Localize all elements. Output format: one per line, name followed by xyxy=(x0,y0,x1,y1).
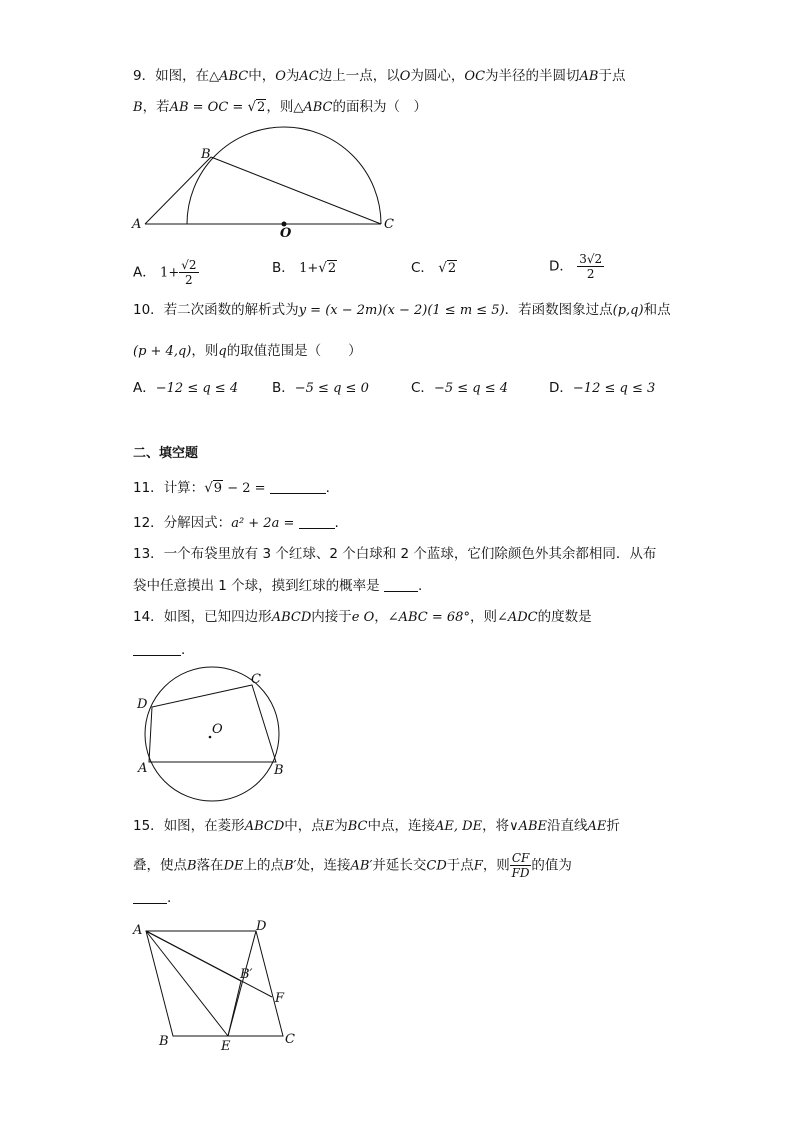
q14-text: ，则 xyxy=(469,609,497,625)
segment-ae xyxy=(146,931,228,1036)
label-b-prime: B′ xyxy=(240,967,253,982)
label-e: E xyxy=(221,1039,231,1054)
fraction-numerator: CF xyxy=(511,851,530,865)
q9-math: O xyxy=(399,69,411,84)
sqrt-sign: √ xyxy=(204,480,213,496)
q10-text: ．若函数图象过点 xyxy=(504,302,613,318)
option-letter: B． xyxy=(272,260,295,276)
fraction xyxy=(577,252,604,281)
q15-text: 于点 xyxy=(446,857,474,874)
q15-math: BC xyxy=(347,819,368,834)
option-letter: A． xyxy=(133,380,156,396)
fraction-denominator: FD xyxy=(511,866,530,880)
label-d: D xyxy=(137,697,148,712)
q15-text: 上的点 xyxy=(243,857,284,874)
answer-blank[interactable] xyxy=(133,641,181,656)
q10-math: (p,q) xyxy=(612,303,644,318)
q9-math: OC xyxy=(464,69,486,84)
q9-math: AC xyxy=(299,69,319,84)
q15-math: AB′ xyxy=(350,858,373,874)
option-letter: C． xyxy=(411,380,434,396)
q10-math: (p + 4,q) xyxy=(133,344,192,359)
q9-text: 为 xyxy=(285,68,300,84)
q9-line1 xyxy=(133,66,625,87)
q15-math: ABCD xyxy=(244,819,285,834)
q9-text: 的面积为（ ） xyxy=(332,99,427,115)
q14-math: e O xyxy=(351,610,375,625)
q9-option-c[interactable] xyxy=(411,258,457,279)
q14-number: 14． xyxy=(133,609,164,625)
q11-math: − 2 = xyxy=(223,481,270,496)
q14-math: ∠ABC = 68° xyxy=(387,610,470,625)
q9-text: ，若 xyxy=(142,99,170,115)
q15-line1 xyxy=(133,816,620,837)
q11-number: 11． xyxy=(133,480,164,496)
q9-text: 如图，在 xyxy=(155,68,210,84)
q13-number: 13． xyxy=(133,546,164,562)
q9-line2 xyxy=(133,97,427,118)
semicircle xyxy=(187,127,381,224)
q10-number: 10． xyxy=(133,302,164,318)
q15-math: CD xyxy=(426,858,447,874)
q13-line2 xyxy=(133,576,422,596)
q9-number: 9． xyxy=(133,68,156,84)
q15-text: 并延长交 xyxy=(372,857,427,874)
q15-text: 落在 xyxy=(196,857,224,874)
q14-text: 内接于 xyxy=(311,609,352,625)
q14-text: 的度数是 xyxy=(537,609,592,625)
q14-math: ∠ADC xyxy=(496,610,538,625)
sqrt-sign: √ xyxy=(438,260,447,276)
q10-text: 和点 xyxy=(643,302,671,318)
q10-text: 若二次函数的解析式为 xyxy=(163,302,299,318)
q11-radicand: 9 xyxy=(213,481,223,496)
q9-math: AB = OC = xyxy=(169,100,248,115)
answer-blank[interactable] xyxy=(299,514,335,529)
q9-radicand: 2 xyxy=(257,100,266,115)
q15-text: . xyxy=(167,890,172,906)
fraction xyxy=(510,851,532,880)
q12-line xyxy=(133,513,339,534)
label-a: A xyxy=(133,923,143,938)
q15-math: F xyxy=(473,858,483,874)
option-letter: A． xyxy=(133,264,156,281)
q14-line1 xyxy=(133,607,592,628)
label-a: A xyxy=(132,217,142,232)
q15-text: 叠，使点 xyxy=(133,857,187,874)
answer-blank[interactable] xyxy=(270,479,326,494)
q15-math: AE xyxy=(587,819,607,834)
q9-math: △ABC xyxy=(209,69,249,84)
q9-text: ，则 xyxy=(266,99,294,115)
q9-text: 边上一点，以 xyxy=(318,68,400,84)
label-d: D xyxy=(256,919,267,934)
answer-blank[interactable] xyxy=(384,577,418,592)
q9-option-a[interactable] xyxy=(133,258,199,287)
q14-text: 如图，已知四边形 xyxy=(163,609,272,625)
q9-option-b[interactable] xyxy=(272,258,337,279)
q14-line2 xyxy=(133,640,185,660)
q10-text: 的取值范围是（ ） xyxy=(226,343,362,359)
q15-text: 的值为 xyxy=(531,857,572,874)
q13-text: . xyxy=(417,578,423,594)
fraction xyxy=(179,258,198,287)
q10-option-c[interactable] xyxy=(411,378,508,399)
q15-math: DE xyxy=(223,858,244,874)
segment-ab xyxy=(145,157,211,224)
q11-line xyxy=(133,478,330,499)
q9-math: O xyxy=(275,69,286,84)
label-o: O xyxy=(280,226,292,240)
sqrt-sign: √ xyxy=(318,260,327,276)
q10-option-a[interactable] xyxy=(133,378,238,399)
label-o: O xyxy=(212,722,223,737)
q10-line1 xyxy=(133,300,671,321)
q14-figure xyxy=(130,662,300,808)
q9-option-d[interactable] xyxy=(549,252,604,281)
fraction-denominator: 2 xyxy=(586,267,595,281)
label-b: B xyxy=(274,763,284,778)
q15-figure xyxy=(128,915,308,1055)
label-a: A xyxy=(138,761,148,776)
q10-text: ，则 xyxy=(191,343,219,359)
q15-math: ∨ABE xyxy=(509,819,548,834)
q15-text: 中，点 xyxy=(284,818,325,834)
option-radicand: 2 xyxy=(447,261,457,276)
fraction-numerator: 3√2 xyxy=(579,252,603,266)
q15-text: ，将 xyxy=(482,818,510,834)
q15-line2 xyxy=(133,851,572,880)
q10-option-b[interactable] xyxy=(272,378,369,399)
q12-text: 分解因式： xyxy=(163,515,232,531)
label-c: C xyxy=(251,672,261,687)
q9-math: △ABC xyxy=(293,100,333,115)
q14-text: . xyxy=(181,642,186,658)
q9-text: 为半径的半圆切 xyxy=(485,68,580,84)
option-radicand: 2 xyxy=(327,261,337,276)
option-text: −5 ≤ q ≤ 0 xyxy=(294,381,369,396)
option-text: 1+ xyxy=(299,261,319,276)
q15-text: 中点，连接 xyxy=(367,818,435,834)
q9-text: 于点 xyxy=(598,68,626,84)
option-letter: B． xyxy=(272,380,295,396)
option-letter: D． xyxy=(549,380,573,396)
option-text: 1+ xyxy=(160,265,180,281)
section-heading: 二、填空题 xyxy=(133,446,199,461)
q10-math: y = (x − 2m)(x − 2)(1 ≤ m ≤ 5) xyxy=(298,303,505,318)
q9-math: B xyxy=(133,100,143,115)
q14-math: ABCD xyxy=(271,610,312,625)
q15-text: ，则 xyxy=(482,857,510,874)
option-text: −5 ≤ q ≤ 4 xyxy=(433,381,509,396)
q11-text: . xyxy=(325,480,330,496)
option-letter: C． xyxy=(411,260,434,276)
segment-ab-prime xyxy=(146,931,241,981)
answer-blank[interactable] xyxy=(133,889,167,904)
q10-option-d[interactable] xyxy=(549,378,655,399)
q9-math: AB xyxy=(579,69,599,84)
q10-math: q xyxy=(218,344,227,359)
fraction-denominator: 2 xyxy=(185,273,193,287)
q13-text: 袋中任意摸出 1 个球，摸到红球的概率是 xyxy=(133,578,384,594)
q15-text: 为 xyxy=(334,818,348,834)
q12-math: a² + 2a = xyxy=(231,516,299,531)
segment-eb-prime xyxy=(228,981,241,1036)
option-text: −12 ≤ q ≤ 4 xyxy=(155,381,239,396)
q9-figure xyxy=(130,120,400,240)
label-c: C xyxy=(285,1032,295,1047)
center-point-o xyxy=(209,736,212,739)
q9-text: 中， xyxy=(248,68,276,84)
q12-number: 12． xyxy=(133,515,164,531)
sqrt-sign: √ xyxy=(247,99,257,115)
option-text: −12 ≤ q ≤ 3 xyxy=(572,381,656,396)
option-letter: D． xyxy=(549,258,573,275)
segment-bc xyxy=(211,157,381,224)
q15-text: 如图，在菱形 xyxy=(163,818,245,834)
q15-math: AE, DE xyxy=(435,819,483,834)
q15-math: B′ xyxy=(283,858,297,874)
q13-line1 xyxy=(133,544,656,564)
q15-text: 沿直线 xyxy=(547,818,588,834)
q10-line2 xyxy=(133,341,362,362)
label-b: B xyxy=(201,147,211,162)
q15-number: 15． xyxy=(133,818,164,834)
label-c: C xyxy=(384,217,394,232)
q15-math: E xyxy=(324,819,335,834)
q15-math: B xyxy=(187,858,197,874)
q12-text: . xyxy=(334,515,339,531)
fraction-numerator: √2 xyxy=(181,258,197,272)
q13-text: 一个布袋里放有 3 个红球、2 个白球和 2 个蓝球，它们除颜色外其余都相同．从布 xyxy=(163,546,657,562)
q15-line3 xyxy=(133,888,171,908)
q11-text: 计算： xyxy=(163,480,205,496)
rhombus-abcd xyxy=(146,931,283,1036)
q14-text: ， xyxy=(374,609,388,625)
q15-text: 处，连接 xyxy=(296,857,351,874)
label-b: B xyxy=(159,1034,169,1049)
label-f: F xyxy=(275,991,285,1006)
q15-text: 折 xyxy=(606,818,620,834)
q9-text: 为圆心， xyxy=(410,68,465,84)
